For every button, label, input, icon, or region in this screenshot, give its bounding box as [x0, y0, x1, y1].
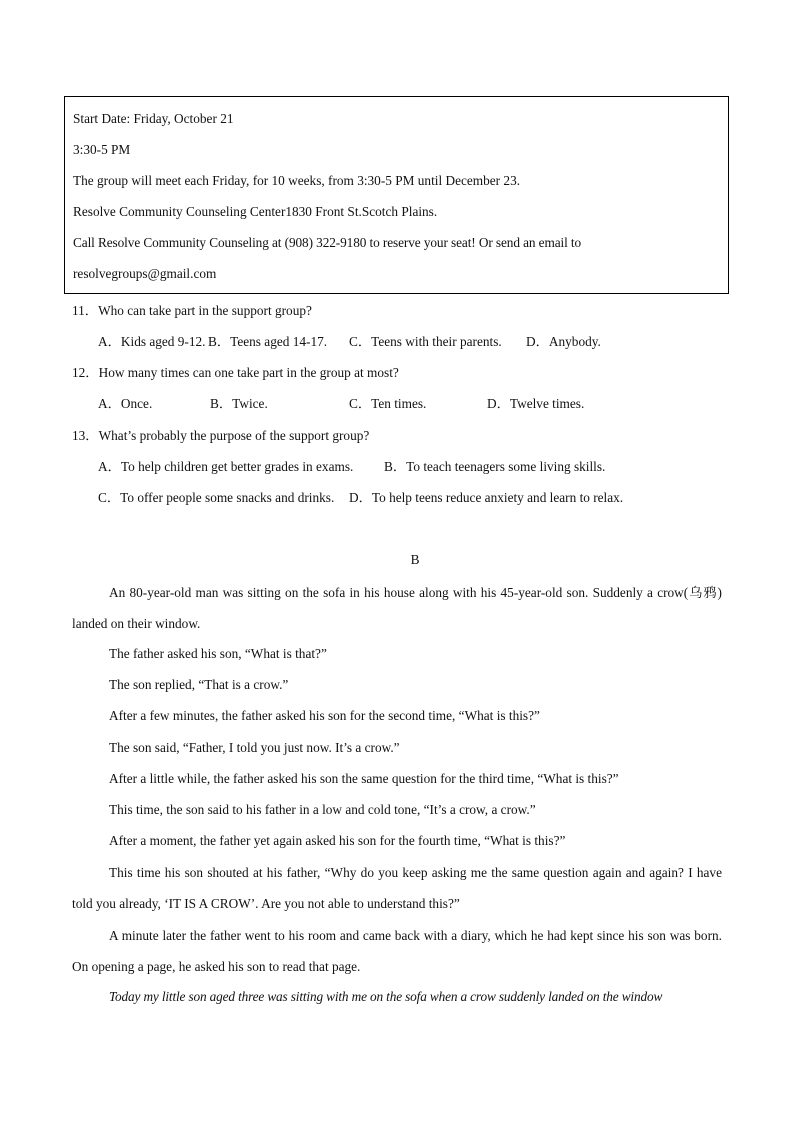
section-b-title: B	[410, 552, 420, 567]
passage-paragraph-9: This time his son shouted at his father, “Why do you keep asking me the same question again and again? I have told you already, ‘IT IS A CROW’. Are you not able to understand this?”	[72, 865, 722, 911]
q11-option-a: A．Kids aged 9-12.	[98, 334, 206, 349]
contact-text: Call Resolve Community Counseling at (908) 322-9180 to reserve your seat! Or send an email to	[73, 235, 582, 250]
passage-paragraph-2: The father asked his son, “What is that?”	[109, 646, 327, 661]
question-11: 11．Who can take part in the support group?	[72, 303, 312, 318]
passage-paragraph-6: After a little while, the father asked his son the same question for the third time, “What is this?”	[109, 771, 619, 786]
passage-paragraph-3: The son replied, “That is a crow.”	[109, 677, 289, 692]
question-12: 12．How many times can one take part in the group at most?	[72, 365, 399, 380]
q11-option-d: D．Anybody.	[526, 334, 601, 349]
meeting-time: 3:30-5 PM	[73, 142, 131, 157]
passage-paragraph-8: After a moment, the father yet again asked his son for the fourth time, “What is this?”	[109, 833, 566, 848]
diary-entry: Today my little son aged three was sitting with me on the sofa when a crow suddenly landed on the window	[109, 989, 663, 1004]
passage-paragraph-1: An 80-year-old man was sitting on the sofa in his house along with his 45-year-old son. Suddenly a crow(乌鸦) landed on their window.	[72, 585, 722, 631]
passage-paragraph-4: After a few minutes, the father asked his son for the second time, “What is this?”	[109, 708, 540, 723]
contact-email: resolvegroups@gmail.com	[73, 266, 217, 281]
q12-option-a: A．Once.	[98, 396, 153, 411]
q13-option-d: D．To help teens reduce anxiety and learn to relax.	[349, 490, 624, 505]
q13-option-b: B．To teach teenagers some living skills.	[384, 459, 606, 474]
q13-option-c: C．To offer people some snacks and drinks.	[98, 490, 335, 505]
q12-option-d: D．Twelve times.	[487, 396, 585, 411]
passage-paragraph-10: A minute later the father went to his room and came back with a diary, which he had kept since his son was born. On opening a page, he asked his son to read that page.	[72, 928, 722, 974]
q12-option-b: B．Twice.	[210, 396, 268, 411]
notice-box	[64, 96, 729, 294]
schedule-text: The group will meet each Friday, for 10 weeks, from 3:30-5 PM until December 23.	[73, 173, 521, 188]
q11-option-c: C．Teens with their parents.	[349, 334, 502, 349]
passage-paragraph-7: This time, the son said to his father in a low and cold tone, “It’s a crow, a crow.”	[109, 802, 536, 817]
q11-option-b: B．Teens aged 14-17.	[208, 334, 328, 349]
passage-paragraph-5: The son said, “Father, I told you just now. It’s a crow.”	[109, 740, 400, 755]
start-date: Start Date: Friday, October 21	[73, 111, 234, 126]
q13-option-a: A．To help children get better grades in exams.	[98, 459, 354, 474]
question-13: 13．What’s probably the purpose of the support group?	[72, 428, 370, 443]
location-text: Resolve Community Counseling Center1830 Front St.Scotch Plains.	[73, 204, 438, 219]
q12-option-c: C．Ten times.	[349, 396, 427, 411]
